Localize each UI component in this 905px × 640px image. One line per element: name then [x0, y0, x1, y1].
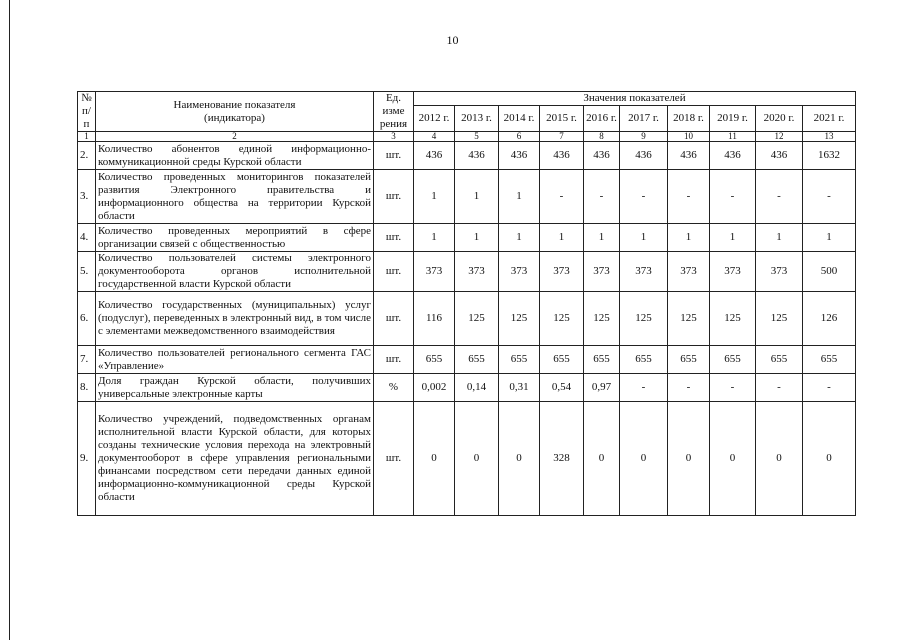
unit-cell: шт.: [374, 292, 414, 346]
value-cell: 436: [710, 142, 756, 170]
header-num: № п/п: [78, 92, 96, 132]
value-cell: 328: [540, 402, 584, 516]
row-number: 9.: [78, 402, 96, 516]
row-number: 8.: [78, 374, 96, 402]
value-cell: 436: [414, 142, 455, 170]
table-row: [78, 170, 856, 224]
row-number: 5.: [78, 252, 96, 292]
value-cell: 436: [540, 142, 584, 170]
value-cell: 0: [756, 402, 803, 516]
header-year: 2016 г.: [584, 106, 620, 132]
header-year: 2020 г.: [756, 106, 803, 132]
header-year: 2019 г.: [710, 106, 756, 132]
value-cell: -: [803, 374, 856, 402]
value-cell: 0,002: [414, 374, 455, 402]
value-cell: 0: [710, 402, 756, 516]
value-cell: 1: [499, 170, 540, 224]
value-cell: -: [620, 170, 668, 224]
value-cell: 373: [540, 252, 584, 292]
value-cell: 1632: [803, 142, 856, 170]
value-cell: 655: [414, 346, 455, 374]
binding-margin-line: [9, 0, 10, 640]
value-cell: 116: [414, 292, 455, 346]
value-cell: 1: [540, 224, 584, 252]
header-name-line1: Наименование показателя: [173, 98, 296, 111]
value-cell: 125: [584, 292, 620, 346]
indicator-name: Количество учреждений, подведомственных органам исполнительной власти Курской области, для которых созданы технические условия перехода на электровный документооборот в сфере управления региональными финансами посредством сети передачи данных единой информационно-коммуникационной среды Курской области: [96, 402, 374, 516]
page-number: 10: [446, 33, 459, 47]
header-name: [96, 92, 374, 132]
value-cell: -: [540, 170, 584, 224]
value-cell: 0,14: [455, 374, 499, 402]
value-cell: 1: [414, 170, 455, 224]
column-number: 12: [756, 132, 803, 142]
table-row: [78, 252, 856, 292]
column-number: 9: [620, 132, 668, 142]
value-cell: 373: [455, 252, 499, 292]
value-cell: 0,97: [584, 374, 620, 402]
table-row: [78, 292, 856, 346]
value-cell: 436: [668, 142, 710, 170]
value-cell: 125: [499, 292, 540, 346]
value-cell: 1: [710, 224, 756, 252]
value-cell: 1: [803, 224, 856, 252]
value-cell: 1: [455, 170, 499, 224]
value-cell: -: [710, 374, 756, 402]
value-cell: 500: [803, 252, 856, 292]
unit-cell: шт.: [374, 252, 414, 292]
value-cell: 1: [414, 224, 455, 252]
column-number: 11: [710, 132, 756, 142]
value-cell: 436: [756, 142, 803, 170]
value-cell: 125: [540, 292, 584, 346]
row-number: 6.: [78, 292, 96, 346]
header-year: 2012 г.: [414, 106, 455, 132]
column-number: 4: [414, 132, 455, 142]
indicator-name: Количество абонентов единой информационно-коммуникационной среды Курской области: [96, 142, 374, 170]
value-cell: 655: [756, 346, 803, 374]
unit-cell: шт.: [374, 346, 414, 374]
value-cell: 1: [499, 224, 540, 252]
value-cell: 125: [756, 292, 803, 346]
value-cell: 373: [414, 252, 455, 292]
column-number: 10: [668, 132, 710, 142]
unit-cell: шт.: [374, 224, 414, 252]
value-cell: 655: [540, 346, 584, 374]
table-row: [78, 374, 856, 402]
value-cell: -: [620, 374, 668, 402]
value-cell: 655: [584, 346, 620, 374]
indicators-table: [77, 91, 856, 516]
value-cell: 1: [455, 224, 499, 252]
header-year: 2018 г.: [668, 106, 710, 132]
column-number-row: [78, 132, 856, 142]
indicator-name: Количество проведенных мониторингов показателей развития Электронного правительства и информационного общества на территории Курской области: [96, 170, 374, 224]
value-cell: 0,54: [540, 374, 584, 402]
value-cell: 0: [414, 402, 455, 516]
value-cell: 436: [455, 142, 499, 170]
value-cell: 125: [710, 292, 756, 346]
column-number: 6: [499, 132, 540, 142]
value-cell: 373: [668, 252, 710, 292]
value-cell: -: [756, 170, 803, 224]
value-cell: 655: [620, 346, 668, 374]
value-cell: 0,31: [499, 374, 540, 402]
value-cell: 655: [710, 346, 756, 374]
indicator-name: Количество государственных (муниципальных) услуг (подуслуг), переведенных в электронный вид, в том числе с элементами межведомственного взаимодействия: [96, 292, 374, 346]
value-cell: 373: [710, 252, 756, 292]
indicator-name: Доля граждан Курской области, получивших универсальные электронные карты: [96, 374, 374, 402]
value-cell: 436: [584, 142, 620, 170]
value-cell: 655: [803, 346, 856, 374]
value-cell: -: [710, 170, 756, 224]
value-cell: 0: [620, 402, 668, 516]
header-row-group: [78, 92, 856, 106]
value-cell: 655: [455, 346, 499, 374]
table-body: [78, 142, 856, 516]
column-number: 3: [374, 132, 414, 142]
row-number: 2.: [78, 142, 96, 170]
value-cell: 655: [499, 346, 540, 374]
row-number: 3.: [78, 170, 96, 224]
value-cell: 1: [668, 224, 710, 252]
value-cell: 1: [584, 224, 620, 252]
column-number: 1: [78, 132, 96, 142]
table-row: [78, 142, 856, 170]
row-number: 4.: [78, 224, 96, 252]
value-cell: -: [668, 170, 710, 224]
value-cell: -: [584, 170, 620, 224]
value-cell: 373: [756, 252, 803, 292]
value-cell: 0: [499, 402, 540, 516]
value-cell: 1: [756, 224, 803, 252]
column-number: 8: [584, 132, 620, 142]
value-cell: 436: [620, 142, 668, 170]
value-cell: -: [668, 374, 710, 402]
header-year: 2013 г.: [455, 106, 499, 132]
row-number: 7.: [78, 346, 96, 374]
value-cell: 1: [620, 224, 668, 252]
unit-cell: шт.: [374, 142, 414, 170]
value-cell: 0: [455, 402, 499, 516]
column-number: 2: [96, 132, 374, 142]
value-cell: 373: [499, 252, 540, 292]
value-cell: 436: [499, 142, 540, 170]
value-cell: -: [756, 374, 803, 402]
value-cell: 0: [803, 402, 856, 516]
unit-cell: шт.: [374, 170, 414, 224]
column-number: 5: [455, 132, 499, 142]
header-name-line2: (индикатора): [204, 111, 265, 124]
table-row: [78, 346, 856, 374]
table-row: [78, 402, 856, 516]
value-cell: 0: [668, 402, 710, 516]
table-row: [78, 224, 856, 252]
value-cell: 125: [455, 292, 499, 346]
value-cell: 0: [584, 402, 620, 516]
value-cell: 125: [620, 292, 668, 346]
unit-cell: %: [374, 374, 414, 402]
header-unit: Ед. изме рения: [374, 92, 414, 132]
unit-cell: шт.: [374, 402, 414, 516]
header-values-group: Значения показателей: [414, 92, 856, 106]
header-year: 2014 г.: [499, 106, 540, 132]
header-year: 2021 г.: [803, 106, 856, 132]
column-number: 7: [540, 132, 584, 142]
header-year: 2015 г.: [540, 106, 584, 132]
value-cell: 125: [668, 292, 710, 346]
value-cell: 373: [620, 252, 668, 292]
column-number: 13: [803, 132, 856, 142]
value-cell: -: [803, 170, 856, 224]
indicator-name: Количество пользователей регионального сегмента ГАС «Управление»: [96, 346, 374, 374]
indicator-name: Количество пользователей системы электронного документооборота органов исполнительной государственной власти Курской области: [96, 252, 374, 292]
value-cell: 126: [803, 292, 856, 346]
value-cell: 373: [584, 252, 620, 292]
indicator-name: Количество проведенных мероприятий в сфере организации связей с общественностью: [96, 224, 374, 252]
header-year: 2017 г.: [620, 106, 668, 132]
value-cell: 655: [668, 346, 710, 374]
